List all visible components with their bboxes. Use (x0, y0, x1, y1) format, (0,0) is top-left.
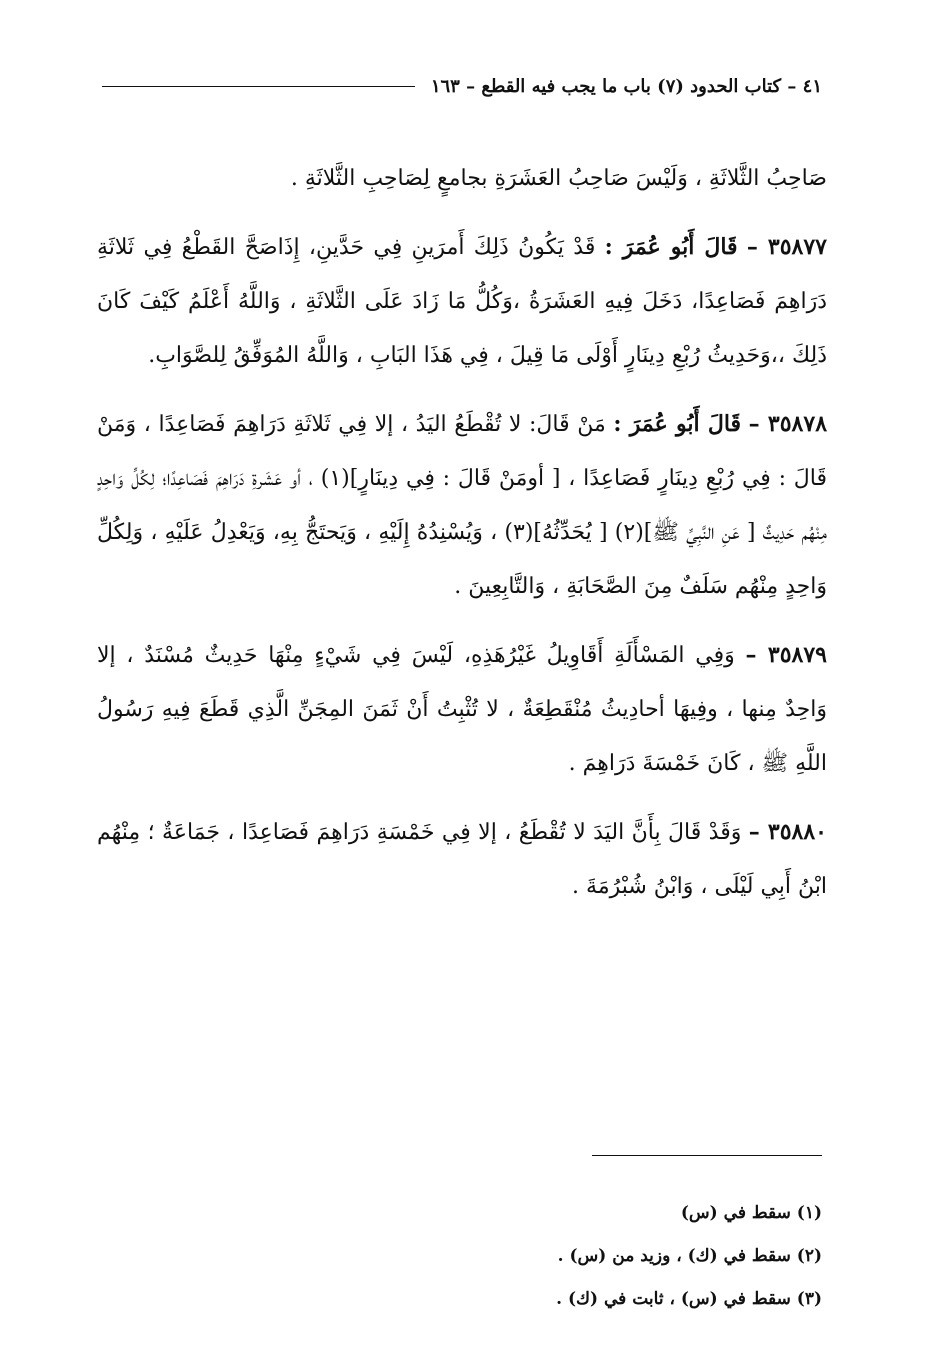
paragraph (97, 628, 827, 791)
paragraph (97, 220, 827, 383)
paragraph-number: ٣٥٨٧٧ – (746, 234, 827, 260)
footnote-separator (592, 1155, 822, 1156)
paragraph-number: ٣٥٨٨٠ – (748, 819, 827, 845)
main-text (97, 152, 827, 928)
paragraph (97, 805, 827, 914)
paragraph-number: ٣٥٨٧٨ – (748, 411, 828, 437)
header-title: ٤١ – كتاب الحدود (٧) باب ما يجب فيه القطع – ١٦٣ (430, 75, 822, 97)
paragraph-text: وَقَدْ قَالَ بِأَنَّ اليَدَ لا تُقْطَعُ ، إلا فِي خَمْسَةِ دَرَاهِمَ فَصَاعِدًا ، جَمَاعَةٌ ؛ مِنْهُم ابْنُ أَبِي لَيْلَى ، وَابْنُ شُبْرُمَةَ . (97, 820, 827, 899)
paragraph-number: ٣٥٨٧٩ – (745, 642, 827, 668)
paragraph-text: صَاحِبُ الثَّلاثَةِ ، وَلَيْسَ صَاحِبُ العَشَرَةِ بجامعٍ لِصَاحِبِ الثَّلاثَةِ . (290, 166, 827, 191)
paragraph-text: مَنْ قَالَ: لا تُقْطَعُ اليَدُ ، إلا فِي ثَلاثَةِ دَرَاهِمَ فَصَاعِدًا ، وَمَنْ قَالَ : فِي رُبْعِ دِينَارٍ فَصَاعِدًا ، [ أومَنْ قَالَ : فِي دِينَارٍ](١) ، أو عَشَرةِ دَرَاهِمَ فَصَاعِدًا؛ لِكُلِّ وَاحِدٍ مِنْهُم حَدِيثٌ [ عَنِ النَّبِيِّ ﷺ](٢) [ يُحَدِّثُهُ](٣) ، وَيُسْنِدُهُ إِلَيْهِ ، وَيَحتَجُّ بِهِ، وَيَعْدِلُ عَلَيْهِ ، وَلِكُلِّ وَاحِدٍ مِنْهُم سَلَفٌ مِنَ الصَّحَابَةِ ، وَالتَّابِعِينَ . (97, 412, 827, 599)
speaker-attribution: قَالَ أَبُو عُمَرَ : (613, 411, 742, 437)
footnote: (١) سقط في (س) (680, 1203, 822, 1223)
paragraph-text: وَفِي المَسْأَلَةِ أَقَاوِيلُ غَيْرُهَذِهِ، لَيْسَ فِي شَيْءٍ مِنْهَا حَدِيثٌ مُسْنَدٌ ، إلا وَاحِدٌ مِنها ، وفِيهَا أحادِيثُ مُنْقَطِعَةٌ ، لا تُثْبِتُ أَنْ ثَمَنَ المِجَنِّ الَّذِي قَطَعَ فِيهِ رَسُولُ اللَّهِ ﷺ ، كَانَ خَمْسَةَ دَرَاهِمَ . (97, 643, 827, 776)
header-rule (102, 86, 415, 87)
paragraph-text: قَدْ يَكُونُ ذَلِكَ أَمرَينِ فِي حَدَّينِ، إِذَاصَحَّ القَطْعُ فِي ثَلاثَةِ دَرَاهِمَ فَصَاعِدًا، دَخَلَ فِيهِ العَشَرَةُ ،وَكُلُّ مَا زَادَ عَلَى الثَّلاثَةِ ، وَاللَّهُ أَعْلَمُ كَيْفَ كَانَ ذَلِكَ ،،وَحَدِيثُ رُبْعِ دِينَارٍ أَوْلَى مَا قِيلَ ، فِي هَذَا البَابِ ، وَاللَّهُ المُوَفِّقُ لِلصَّوَابِ. (97, 235, 827, 368)
footnote: (٢) سقط في (ك) ، وزيد من (س) . (557, 1246, 822, 1266)
running-header (102, 70, 822, 102)
paragraph (97, 152, 827, 206)
speaker-attribution: قَالَ أَبُو عُمَرَ : (604, 234, 738, 260)
footnotes (92, 1192, 822, 1321)
paragraph (97, 397, 827, 614)
footnote: (٣) سقط في (س) ، ثابت في (ك) . (556, 1289, 822, 1309)
